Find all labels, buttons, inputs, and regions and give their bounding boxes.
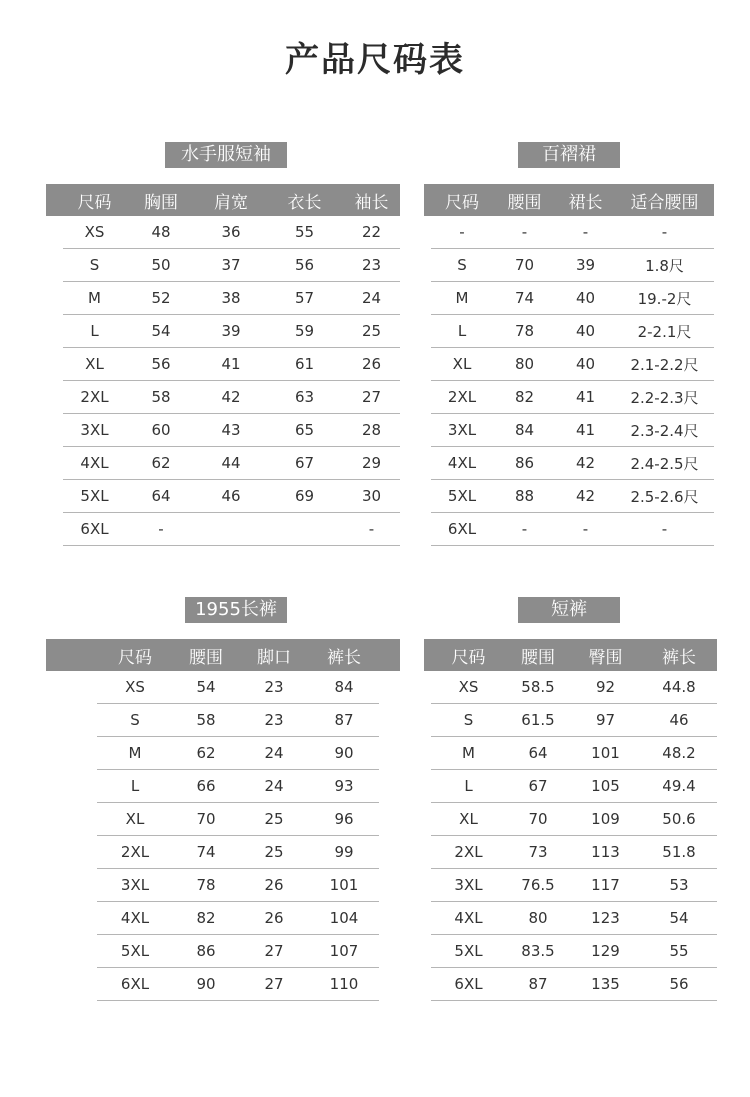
table-row [46,348,400,381]
size-cell: M [431,737,506,770]
row-pad [424,737,431,770]
header-pad [46,184,63,216]
row-pad [424,836,431,869]
row-pad [379,737,400,770]
value-cell: 37 [196,249,266,282]
row-pad [379,704,400,737]
row-pad [424,315,431,348]
size-cell: 5XL [431,935,506,968]
size-cell: 6XL [97,968,173,1001]
value-cell: 24 [239,737,309,770]
value-cell: 23 [343,249,400,282]
size-cell: 2XL [431,381,493,414]
row-pad [46,803,97,836]
size-cell: L [431,315,493,348]
value-cell: 105 [570,770,641,803]
value-cell: - [126,513,196,546]
table-row [424,803,717,836]
section-title-shorts: 短裤 [518,597,620,623]
size-cell: L [431,770,506,803]
table-row [46,249,400,282]
table-row [46,935,400,968]
value-cell: 67 [506,770,570,803]
value-cell: 76.5 [506,869,570,902]
page-title: 产品尺码表 [285,40,465,80]
value-cell: 54 [173,671,239,704]
value-cell: 50 [126,249,196,282]
section-title-1955-trousers: 1955长裤 [185,597,287,623]
row-pad [424,704,431,737]
table-row [424,414,714,447]
value-cell: 62 [173,737,239,770]
table-row [46,315,400,348]
row-pad [46,902,97,935]
value-cell: 88 [493,480,556,513]
value-cell: 61 [266,348,343,381]
value-cell: 97 [570,704,641,737]
table-row [424,381,714,414]
value-cell: 2.1-2.2尺 [615,348,714,381]
table-header-row [424,639,717,671]
value-cell: 2-2.1尺 [615,315,714,348]
row-pad [46,770,97,803]
value-cell: 48.2 [641,737,717,770]
value-cell: 58 [173,704,239,737]
row-pad [424,447,431,480]
table-row [424,902,717,935]
value-cell: 39 [196,315,266,348]
value-cell: 123 [570,902,641,935]
value-cell: 84 [493,414,556,447]
value-cell: 56 [126,348,196,381]
size-cell: - [431,216,493,249]
column-header: 袖长 [343,184,400,216]
row-pad [379,770,400,803]
size-cell: S [431,249,493,282]
row-pad [424,480,431,513]
value-cell: 25 [343,315,400,348]
pleated-skirt-size-table [424,184,714,546]
size-cell: 4XL [431,447,493,480]
table-row [424,480,714,513]
value-cell: 22 [343,216,400,249]
value-cell: 86 [493,447,556,480]
row-pad [424,513,431,546]
row-pad [46,869,97,902]
value-cell: - [556,216,615,249]
value-cell: 40 [556,348,615,381]
table-row [46,513,400,546]
size-cell: S [431,704,506,737]
value-cell: 48 [126,216,196,249]
row-pad [46,836,97,869]
value-cell: 57 [266,282,343,315]
row-pad [379,836,400,869]
row-pad [424,249,431,282]
table-row [46,836,400,869]
row-pad [46,381,63,414]
value-cell: 82 [493,381,556,414]
size-cell: S [63,249,126,282]
size-cell: 2XL [431,836,506,869]
row-pad [46,968,97,1001]
value-cell: 78 [493,315,556,348]
size-cell: M [431,282,493,315]
value-cell: 70 [173,803,239,836]
value-cell: 93 [309,770,379,803]
value-cell: 56 [266,249,343,282]
value-cell: 55 [641,935,717,968]
row-pad [46,216,63,249]
value-cell: 61.5 [506,704,570,737]
value-cell: 49.4 [641,770,717,803]
value-cell: 38 [196,282,266,315]
row-pad [424,902,431,935]
value-cell: 51.8 [641,836,717,869]
value-cell: 62 [126,447,196,480]
column-header: 尺码 [431,639,506,671]
table-row [424,249,714,282]
table-row [46,704,400,737]
size-cell: XL [97,803,173,836]
size-cell: 6XL [431,513,493,546]
value-cell: 2.5-2.6尺 [615,480,714,513]
table-row [46,803,400,836]
table-row [46,869,400,902]
value-cell: - [493,513,556,546]
column-header: 腰围 [173,639,239,671]
table-header-row [46,184,400,216]
size-cell: 3XL [431,414,493,447]
column-header: 尺码 [97,639,173,671]
value-cell: 27 [239,935,309,968]
value-cell: 25 [239,803,309,836]
trousers-1955-size-table [46,639,400,1001]
row-pad [424,348,431,381]
value-cell: 70 [493,249,556,282]
value-cell: 41 [556,414,615,447]
size-cell: 2XL [97,836,173,869]
value-cell: 96 [309,803,379,836]
size-cell: 2XL [63,381,126,414]
value-cell: 70 [506,803,570,836]
value-cell: - [556,513,615,546]
size-cell: XS [431,671,506,704]
size-cell: M [63,282,126,315]
value-cell: 107 [309,935,379,968]
value-cell: 83.5 [506,935,570,968]
table-row [46,381,400,414]
value-cell: 55 [266,216,343,249]
value-cell: 53 [641,869,717,902]
value-cell: 59 [266,315,343,348]
column-header: 腰围 [506,639,570,671]
value-cell: 117 [570,869,641,902]
row-pad [46,282,63,315]
value-cell: 2.4-2.5尺 [615,447,714,480]
value-cell: 66 [173,770,239,803]
size-cell: XS [97,671,173,704]
column-header: 裙长 [556,184,615,216]
value-cell: 26 [239,902,309,935]
value-cell: - [615,216,714,249]
value-cell: 42 [196,381,266,414]
size-cell: 5XL [63,480,126,513]
value-cell: 23 [239,704,309,737]
row-pad [46,315,63,348]
table-row [46,282,400,315]
value-cell: 27 [343,381,400,414]
row-pad [379,803,400,836]
table-row [424,935,717,968]
row-pad [379,671,400,704]
value-cell: 40 [556,282,615,315]
table-row [424,737,717,770]
value-cell: 90 [309,737,379,770]
header-pad [379,639,400,671]
row-pad [424,414,431,447]
column-header: 衣长 [266,184,343,216]
value-cell: 43 [196,414,266,447]
row-pad [424,671,431,704]
sailor-shirt-size-table [46,184,400,546]
table-row [424,671,717,704]
value-cell: 129 [570,935,641,968]
size-cell: XL [63,348,126,381]
column-header: 肩宽 [196,184,266,216]
value-cell: 69 [266,480,343,513]
row-pad [46,480,63,513]
value-cell: 41 [196,348,266,381]
value-cell: 29 [343,447,400,480]
value-cell: 26 [239,869,309,902]
table-row [424,282,714,315]
row-pad [379,935,400,968]
row-pad [46,704,97,737]
value-cell: 58 [126,381,196,414]
value-cell: 52 [126,282,196,315]
row-pad [46,671,97,704]
value-cell: 135 [570,968,641,1001]
value-cell: 90 [173,968,239,1001]
size-cell: XS [63,216,126,249]
size-cell: 6XL [431,968,506,1001]
value-cell: - [493,216,556,249]
size-cell: L [97,770,173,803]
value-cell: 24 [239,770,309,803]
size-cell: 5XL [431,480,493,513]
section-title-pleated-skirt: 百褶裙 [518,142,620,168]
table-row [46,737,400,770]
row-pad [424,770,431,803]
value-cell [266,513,343,546]
value-cell: - [343,513,400,546]
column-header: 尺码 [63,184,126,216]
row-pad [379,869,400,902]
size-cell: 5XL [97,935,173,968]
value-cell: 78 [173,869,239,902]
value-cell [196,513,266,546]
row-pad [46,513,63,546]
row-pad [424,935,431,968]
value-cell: 74 [493,282,556,315]
value-cell: 1.8尺 [615,249,714,282]
size-cell: XL [431,348,493,381]
section-title-sailor-shirt: 水手服短袖 [165,142,287,168]
table-row [46,447,400,480]
value-cell: 82 [173,902,239,935]
value-cell: 27 [239,968,309,1001]
table-row [424,315,714,348]
value-cell: 58.5 [506,671,570,704]
value-cell: 2.2-2.3尺 [615,381,714,414]
value-cell: 36 [196,216,266,249]
row-pad [46,348,63,381]
row-pad [424,381,431,414]
value-cell: 44 [196,447,266,480]
column-header: 臀围 [570,639,641,671]
value-cell: 92 [570,671,641,704]
row-pad [424,968,431,1001]
table-row [46,480,400,513]
column-header: 裤长 [641,639,717,671]
row-pad [424,803,431,836]
header-pad [46,639,97,671]
value-cell: 86 [173,935,239,968]
size-cell: 3XL [97,869,173,902]
value-cell: 87 [506,968,570,1001]
value-cell: 99 [309,836,379,869]
value-cell: 56 [641,968,717,1001]
value-cell: 109 [570,803,641,836]
column-header: 尺码 [431,184,493,216]
table-row [46,671,400,704]
column-header: 腰围 [493,184,556,216]
value-cell: 63 [266,381,343,414]
row-pad [424,869,431,902]
table-row [46,414,400,447]
row-pad [46,737,97,770]
value-cell: 40 [556,315,615,348]
table-row [46,968,400,1001]
value-cell: 42 [556,480,615,513]
row-pad [424,216,431,249]
value-cell: 39 [556,249,615,282]
table-row [46,216,400,249]
value-cell: 65 [266,414,343,447]
table-row [46,770,400,803]
table-row [46,902,400,935]
table-row [424,836,717,869]
row-pad [46,447,63,480]
value-cell: - [615,513,714,546]
table-row [424,216,714,249]
value-cell: 2.3-2.4尺 [615,414,714,447]
value-cell: 101 [309,869,379,902]
column-header: 裤长 [309,639,379,671]
value-cell: 87 [309,704,379,737]
value-cell: 30 [343,480,400,513]
row-pad [379,968,400,1001]
size-cell: 6XL [63,513,126,546]
table-row [424,447,714,480]
size-cell: 4XL [431,902,506,935]
table-row [424,348,714,381]
value-cell: 67 [266,447,343,480]
value-cell: 50.6 [641,803,717,836]
row-pad [424,282,431,315]
column-header: 脚口 [239,639,309,671]
size-cell: S [97,704,173,737]
value-cell: 60 [126,414,196,447]
value-cell: 80 [493,348,556,381]
size-cell: 4XL [63,447,126,480]
value-cell: 54 [126,315,196,348]
row-pad [46,249,63,282]
table-header-row [46,639,400,671]
row-pad [46,935,97,968]
value-cell: 24 [343,282,400,315]
value-cell: 74 [173,836,239,869]
row-pad [379,902,400,935]
value-cell: 80 [506,902,570,935]
table-row [424,513,714,546]
value-cell: 42 [556,447,615,480]
table-header-row [424,184,714,216]
value-cell: 64 [506,737,570,770]
value-cell: 113 [570,836,641,869]
table-row [424,968,717,1001]
size-cell: M [97,737,173,770]
header-pad [424,639,431,671]
size-cell: 4XL [97,902,173,935]
value-cell: 110 [309,968,379,1001]
header-pad [424,184,431,216]
row-pad [46,414,63,447]
column-header: 胸围 [126,184,196,216]
value-cell: 84 [309,671,379,704]
table-row [424,869,717,902]
table-row [424,770,717,803]
value-cell: 54 [641,902,717,935]
shorts-size-table [424,639,717,1001]
value-cell: 26 [343,348,400,381]
value-cell: 46 [641,704,717,737]
size-cell: XL [431,803,506,836]
column-header: 适合腰围 [615,184,714,216]
size-cell: 3XL [431,869,506,902]
value-cell: 104 [309,902,379,935]
value-cell: 64 [126,480,196,513]
value-cell: 73 [506,836,570,869]
value-cell: 41 [556,381,615,414]
value-cell: 23 [239,671,309,704]
table-row [424,704,717,737]
value-cell: 28 [343,414,400,447]
size-cell: 3XL [63,414,126,447]
size-cell: L [63,315,126,348]
value-cell: 46 [196,480,266,513]
value-cell: 19.-2尺 [615,282,714,315]
value-cell: 101 [570,737,641,770]
value-cell: 25 [239,836,309,869]
value-cell: 44.8 [641,671,717,704]
